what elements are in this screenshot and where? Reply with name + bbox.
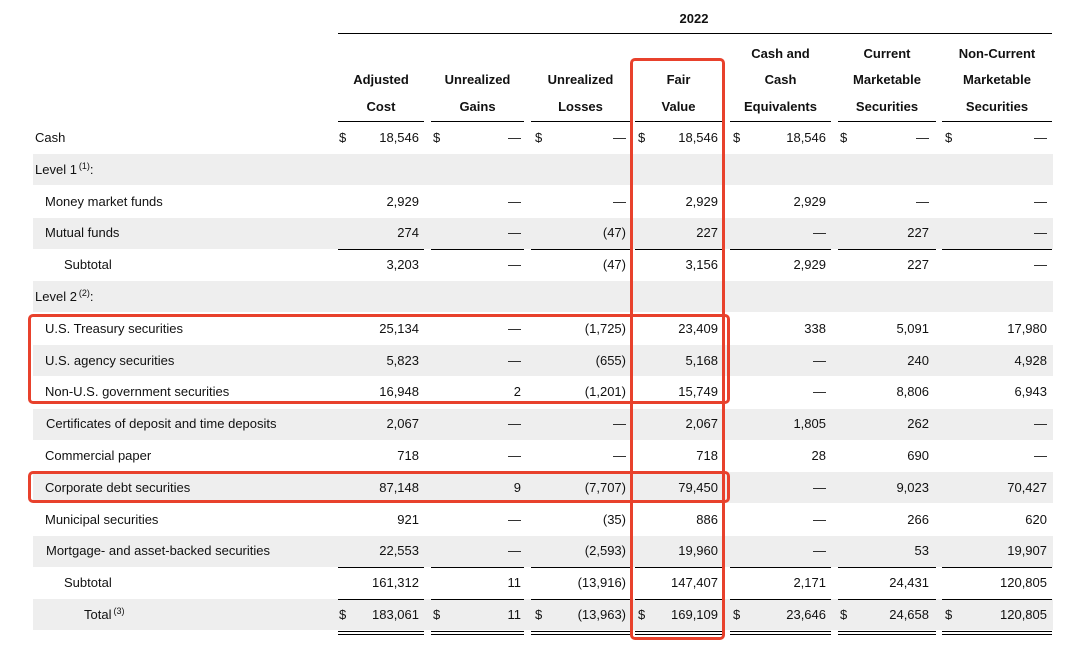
total-double-rule: [338, 631, 424, 635]
currency-symbol: $: [840, 607, 848, 622]
cell-fair-value: 79,450: [678, 479, 718, 495]
cell-adjusted-cost: 16,948: [379, 384, 419, 400]
column-header-line: Non-Current: [958, 45, 1036, 61]
cell-adjusted-cost: 921: [397, 511, 419, 527]
cell-non-current-marketable-securities: 120,805: [1000, 575, 1047, 591]
row-label-suffix: :: [89, 289, 94, 304]
row-label-text: Level 1: [35, 161, 77, 177]
cell-non-current-marketable-securities: —: [1034, 416, 1047, 432]
row-label: [45, 186, 163, 218]
currency-symbol: $: [339, 130, 347, 145]
column-header-unrealized-gains: [431, 38, 524, 120]
row-label: [46, 535, 270, 567]
total-double-rule: [431, 631, 524, 635]
cell-fair-value: 18,546: [678, 130, 718, 145]
cell-cash-and-cash-equivalents: 18,546: [786, 130, 826, 145]
row-label-text: Commercial paper: [45, 448, 152, 463]
currency-symbol: $: [733, 130, 741, 145]
row-label: [45, 504, 158, 536]
column-header-line: Unrealized: [547, 72, 614, 87]
total-double-rule: [635, 631, 722, 635]
cell-current-marketable-securities: —: [916, 193, 929, 209]
row-label-text: Money market funds: [45, 193, 163, 209]
cell-unrealized-losses: —: [613, 130, 626, 145]
row-label-text: U.S. agency securities: [45, 352, 175, 368]
table-row: [0, 249, 1080, 281]
row-label-suffix: :: [89, 161, 94, 177]
cell-unrealized-gains: 9: [513, 479, 521, 495]
row-label-text: Municipal securities: [45, 511, 159, 527]
cell-fair-value: 23,409: [678, 320, 718, 336]
cell-cash-and-cash-equivalents: —: [813, 479, 826, 495]
subtotal-rule: [730, 599, 831, 600]
cell-fair-value: 2,929: [685, 193, 718, 209]
subtotal-rule: [635, 567, 722, 568]
cell-non-current-marketable-securities: 70,427: [1007, 479, 1047, 495]
cell-unrealized-gains: —: [508, 257, 521, 273]
column-header-line: Current: [863, 45, 911, 61]
table-row: [0, 567, 1080, 599]
cell-cash-and-cash-equivalents: —: [813, 511, 826, 527]
column-header-line: Equivalents: [744, 98, 817, 114]
column-header-line: Cost: [366, 98, 396, 114]
column-header-line: Securities: [965, 98, 1029, 114]
row-label-text: Non-U.S. government securities: [45, 384, 230, 400]
row-label-text: Mutual funds: [45, 225, 120, 241]
cell-fair-value: 3,156: [685, 257, 718, 273]
total-double-rule: [730, 631, 831, 635]
table-row: [0, 599, 1080, 631]
cell-non-current-marketable-securities: 6,943: [1014, 384, 1047, 400]
cell-current-marketable-securities: 227: [907, 225, 929, 241]
column-header-line: Cash: [764, 72, 797, 87]
row-label: [45, 313, 183, 345]
column-header-adjusted-cost: [338, 38, 424, 120]
cell-current-marketable-securities: 266: [907, 511, 929, 527]
subtotal-rule: [942, 249, 1052, 250]
currency-symbol: $: [945, 607, 953, 622]
currency-symbol: $: [535, 130, 543, 145]
cell-unrealized-losses: (655): [595, 352, 626, 368]
cell-current-marketable-securities: 24,431: [889, 575, 929, 591]
column-header-line: Unrealized: [444, 72, 511, 87]
cell-unrealized-gains: —: [508, 225, 521, 241]
table-row: [0, 122, 1080, 154]
cell-fair-value: 5,168: [685, 352, 718, 368]
subtotal-rule: [338, 249, 424, 250]
row-label: [45, 376, 229, 408]
cell-unrealized-losses: (13,963): [577, 607, 626, 622]
row-label-text: Total: [84, 607, 112, 622]
cell-cash-and-cash-equivalents: —: [813, 543, 826, 559]
subtotal-rule: [431, 567, 524, 568]
cell-non-current-marketable-securities: 120,805: [1000, 607, 1047, 622]
cell-fair-value: 15,749: [678, 384, 718, 400]
cell-unrealized-gains: —: [508, 416, 521, 432]
cell-unrealized-losses: (1,201): [584, 384, 626, 400]
table-row: [0, 345, 1080, 377]
cell-cash-and-cash-equivalents: 2,171: [793, 575, 826, 591]
cell-adjusted-cost: 183,061: [372, 607, 419, 622]
subtotal-rule: [838, 599, 936, 600]
cell-current-marketable-securities: 5,091: [896, 320, 929, 336]
column-header-line: Marketable: [963, 72, 1031, 87]
cell-adjusted-cost: 161,312: [372, 575, 419, 591]
row-label: [46, 408, 277, 440]
cell-current-marketable-securities: 227: [907, 257, 929, 273]
year-header: 2022: [679, 11, 709, 26]
cell-fair-value: 886: [696, 511, 718, 527]
cell-adjusted-cost: 5,823: [386, 352, 419, 368]
cell-unrealized-losses: (35): [602, 511, 626, 527]
currency-symbol: $: [840, 130, 848, 145]
cell-current-marketable-securities: 8,806: [896, 384, 929, 400]
currency-symbol: $: [535, 607, 543, 622]
cell-current-marketable-securities: 690: [907, 448, 929, 463]
table-row: [0, 217, 1080, 249]
column-header-line: Adjusted: [353, 72, 409, 87]
row-label-text: Level 2: [35, 289, 77, 304]
cell-current-marketable-securities: 9,023: [896, 479, 929, 495]
currency-symbol: $: [945, 130, 953, 145]
cell-unrealized-gains: —: [508, 193, 521, 209]
cell-non-current-marketable-securities: —: [1034, 225, 1047, 241]
subtotal-rule: [635, 599, 722, 600]
table-row: [0, 504, 1080, 536]
cell-non-current-marketable-securities: 17,980: [1007, 320, 1047, 336]
cell-cash-and-cash-equivalents: 338: [804, 320, 826, 336]
footnote-marker: (1): [78, 160, 90, 171]
row-label: [84, 599, 124, 631]
column-header-line: Fair: [666, 72, 691, 87]
cell-current-marketable-securities: —: [916, 130, 929, 145]
cell-current-marketable-securities: 262: [907, 416, 929, 432]
cell-fair-value: 19,960: [678, 543, 718, 559]
row-label-text: U.S. Treasury securities: [45, 320, 183, 336]
row-label-text: Subtotal: [64, 257, 112, 273]
subtotal-rule: [338, 567, 424, 568]
cell-unrealized-losses: (47): [602, 257, 626, 273]
cell-cash-and-cash-equivalents: —: [813, 384, 826, 400]
subtotal-rule: [431, 599, 524, 600]
subtotal-rule: [531, 249, 630, 250]
row-label-text: Certificates of deposit and time deposits: [46, 416, 277, 432]
cell-unrealized-gains: —: [508, 448, 521, 463]
row-label: [64, 567, 112, 599]
column-header-unrealized-losses: [531, 38, 630, 120]
cell-adjusted-cost: 718: [397, 448, 419, 463]
cell-unrealized-losses: —: [613, 448, 626, 463]
cell-non-current-marketable-securities: —: [1034, 448, 1047, 463]
table-row: [0, 376, 1080, 408]
cell-unrealized-losses: (1,725): [584, 320, 626, 336]
cell-adjusted-cost: 22,553: [379, 543, 419, 559]
subtotal-rule: [338, 599, 424, 600]
cell-adjusted-cost: 18,546: [379, 130, 419, 145]
column-header-line: Gains: [459, 98, 496, 114]
column-header-cash-and-cash-equivalents: [730, 38, 831, 120]
total-double-rule: [942, 631, 1052, 635]
table-row: [0, 313, 1080, 345]
cell-cash-and-cash-equivalents: 28: [811, 448, 826, 463]
cell-non-current-marketable-securities: 19,907: [1007, 543, 1047, 559]
cell-adjusted-cost: 2,929: [386, 193, 419, 209]
cell-non-current-marketable-securities: —: [1034, 193, 1047, 209]
row-label: [35, 154, 94, 186]
cell-unrealized-gains: 11: [507, 575, 521, 591]
cell-unrealized-losses: —: [613, 416, 626, 432]
footnote-marker: (2): [78, 288, 90, 298]
currency-symbol: $: [733, 607, 741, 622]
cell-cash-and-cash-equivalents: 2,929: [793, 257, 826, 273]
column-header-fair-value: [635, 38, 722, 120]
cell-adjusted-cost: 2,067: [386, 416, 419, 432]
subtotal-rule: [531, 567, 630, 568]
table-row: [0, 186, 1080, 218]
cell-fair-value: 227: [696, 225, 718, 241]
subtotal-rule: [635, 249, 722, 250]
subtotal-rule: [730, 567, 831, 568]
cell-unrealized-losses: (2,593): [584, 543, 626, 559]
row-label-text: Cash: [35, 130, 66, 145]
column-header-current-marketable-securities: [838, 38, 936, 120]
cell-adjusted-cost: 87,148: [379, 479, 419, 495]
row-label-text: Mortgage- and asset-backed securities: [46, 543, 271, 559]
cell-current-marketable-securities: 53: [914, 543, 929, 559]
subtotal-rule: [431, 249, 524, 250]
subtotal-rule: [730, 249, 831, 250]
subtotal-rule: [531, 599, 630, 600]
row-label: [64, 249, 112, 281]
row-label: [45, 345, 174, 377]
row-label-text: Corporate debt securities: [45, 479, 191, 495]
cell-fair-value: 2,067: [685, 416, 718, 432]
subtotal-rule: [838, 249, 936, 250]
cell-current-marketable-securities: 240: [907, 352, 929, 368]
table-row: [0, 440, 1080, 472]
cell-unrealized-gains: —: [508, 130, 521, 145]
cell-cash-and-cash-equivalents: 1,805: [793, 416, 826, 432]
column-header-non-current-marketable-securities: [942, 38, 1052, 120]
cell-unrealized-losses: (13,916): [577, 575, 626, 591]
cell-unrealized-gains: —: [508, 511, 521, 527]
cell-non-current-marketable-securities: —: [1034, 130, 1047, 145]
cell-adjusted-cost: 25,134: [379, 320, 419, 336]
column-header-line: Marketable: [853, 72, 921, 87]
column-header-line: Losses: [558, 98, 603, 114]
cell-cash-and-cash-equivalents: 2,929: [793, 193, 826, 209]
table-row: [0, 472, 1080, 504]
row-label: [35, 281, 94, 313]
cell-unrealized-gains: —: [508, 320, 521, 336]
currency-symbol: $: [339, 607, 347, 622]
year-header-rule: [338, 33, 1052, 34]
cell-adjusted-cost: 3,203: [386, 257, 419, 273]
cell-current-marketable-securities: 24,658: [889, 607, 929, 622]
subtotal-rule: [942, 567, 1052, 568]
cell-non-current-marketable-securities: —: [1034, 257, 1047, 273]
row-label: [45, 440, 151, 472]
currency-symbol: $: [638, 607, 646, 622]
currency-symbol: $: [433, 607, 441, 622]
cell-unrealized-gains: 11: [507, 607, 521, 622]
table-row: [0, 154, 1080, 186]
cell-unrealized-gains: —: [508, 352, 521, 368]
column-header-line: Securities: [855, 98, 919, 114]
total-double-rule: [838, 631, 936, 635]
column-header-line: Cash and: [751, 45, 810, 61]
cell-cash-and-cash-equivalents: —: [813, 225, 826, 241]
cell-cash-and-cash-equivalents: —: [813, 352, 826, 368]
row-label: [35, 122, 65, 154]
cell-unrealized-gains: 2: [513, 384, 521, 400]
cell-non-current-marketable-securities: 620: [1025, 511, 1047, 527]
table-row: [0, 535, 1080, 567]
cell-cash-and-cash-equivalents: 23,646: [786, 607, 826, 622]
row-label: [45, 217, 119, 249]
cell-unrealized-losses: (7,707): [584, 479, 626, 495]
cell-fair-value: 718: [696, 448, 718, 463]
footnote-marker: (3): [113, 606, 125, 616]
subtotal-rule: [838, 567, 936, 568]
cell-unrealized-losses: —: [613, 193, 626, 209]
cell-non-current-marketable-securities: 4,928: [1014, 352, 1047, 368]
total-double-rule: [531, 631, 630, 635]
cell-fair-value: 147,407: [671, 575, 718, 591]
cell-fair-value: 169,109: [671, 607, 718, 622]
currency-symbol: $: [638, 130, 646, 145]
column-header-line: Value: [661, 98, 696, 114]
row-label: [45, 472, 190, 504]
table-row: [0, 408, 1080, 440]
table-row: [0, 281, 1080, 313]
currency-symbol: $: [433, 130, 441, 145]
cell-unrealized-losses: (47): [602, 225, 626, 241]
cell-unrealized-gains: —: [508, 543, 521, 559]
subtotal-rule: [942, 599, 1052, 600]
cell-adjusted-cost: 274: [397, 225, 419, 241]
row-label-text: Subtotal: [64, 575, 112, 591]
